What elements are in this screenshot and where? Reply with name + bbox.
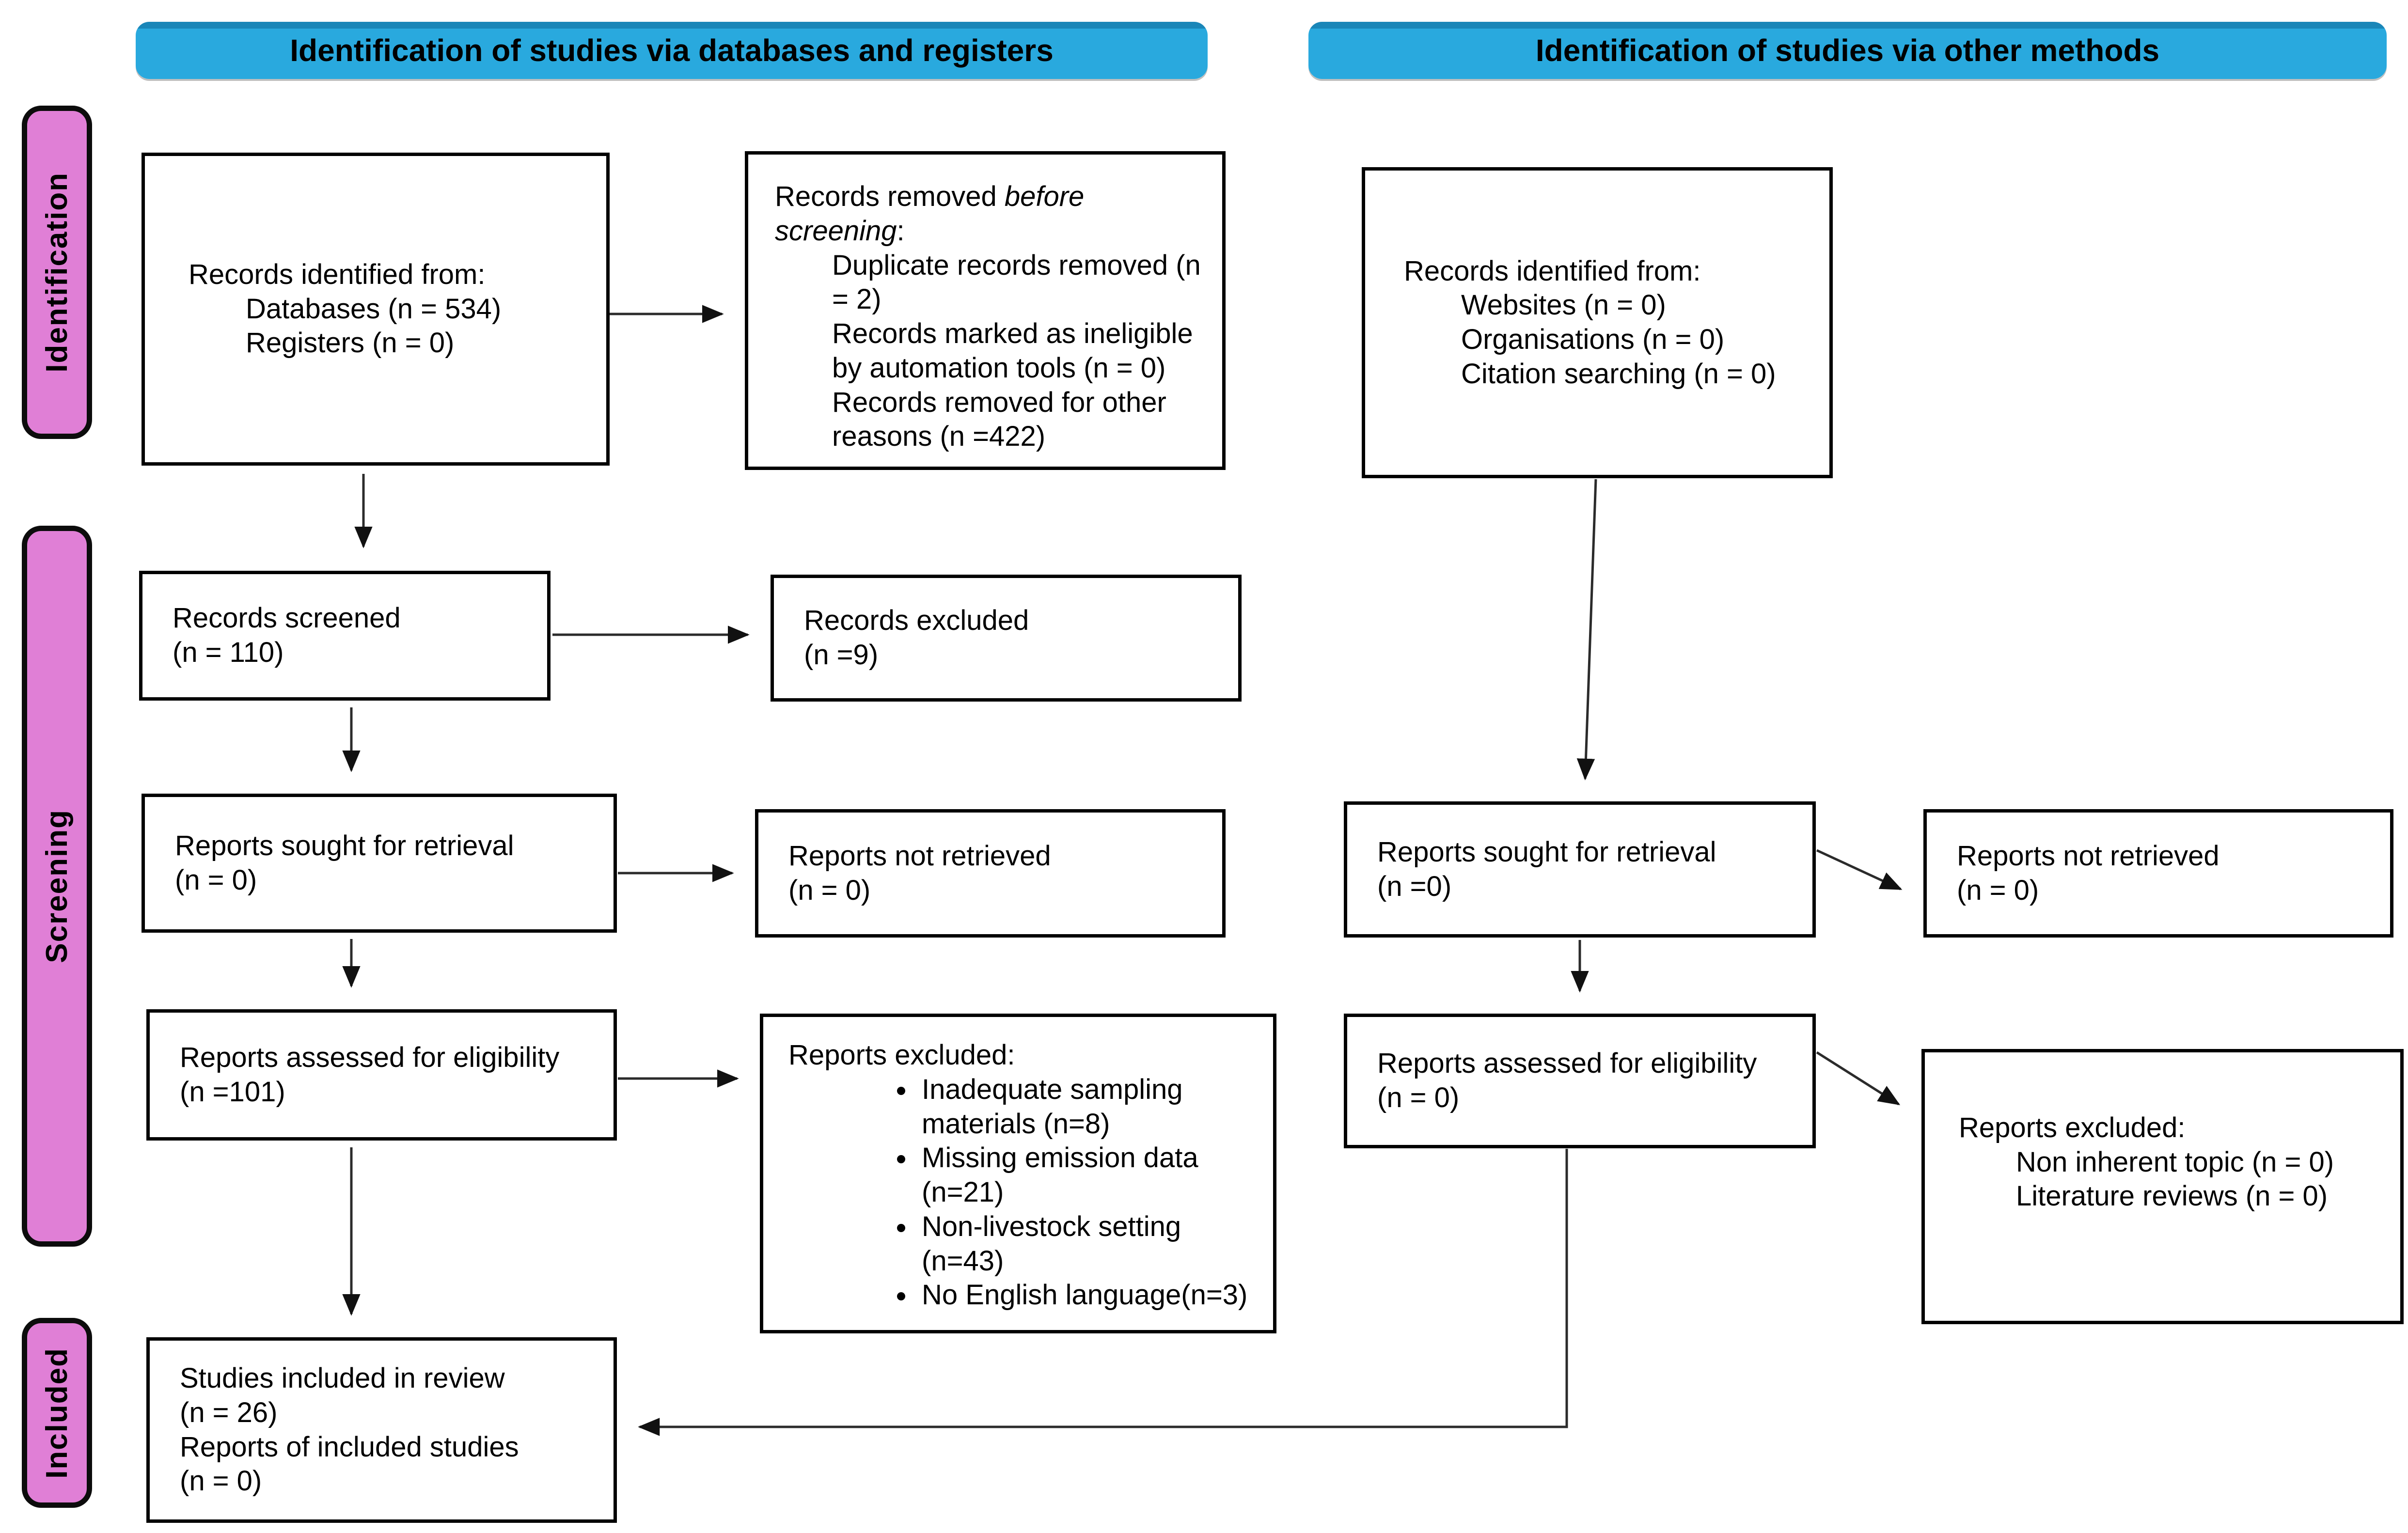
box-line: Reports assessed for eligibility bbox=[1377, 1048, 1757, 1079]
box-reports-assessed-databases bbox=[146, 1009, 617, 1141]
box-line: (n = 0) bbox=[1377, 1082, 1460, 1113]
box-item: Organisations (n = 0) bbox=[1461, 324, 1725, 355]
box-reports-sought-other bbox=[1344, 801, 1816, 938]
stage-label-identification-text: Identification bbox=[40, 172, 74, 373]
banner-right-text: Identification of studies via other methods bbox=[1535, 33, 2160, 68]
box-item: Records removed for other reasons (n =422) bbox=[832, 386, 1166, 453]
box-line: Reports not retrieved bbox=[1957, 840, 2219, 872]
box-title: Reports excluded: bbox=[1959, 1111, 2186, 1143]
arrow-sought-to-not-retrieved-other bbox=[1817, 850, 1901, 889]
box-item: Records marked as ineligible by automation tools (n = 0) bbox=[832, 318, 1193, 384]
exclusion-reasons-list bbox=[788, 1073, 1254, 1313]
stage-label-identification bbox=[22, 106, 92, 439]
box-records-removed bbox=[745, 151, 1226, 470]
box-line: Reports not retrieved bbox=[788, 840, 1051, 872]
list-item: • No English language(n=3) bbox=[917, 1278, 1254, 1313]
arrow-assessed-to-excluded-other bbox=[1817, 1052, 1899, 1104]
box-line: Records screened bbox=[173, 602, 401, 634]
box-records-identified-databases bbox=[142, 153, 610, 466]
box-item: Registers (n = 0) bbox=[246, 327, 455, 359]
box-line: (n = 0) bbox=[175, 864, 257, 896]
list-item: • Non-livestock setting (n=43) bbox=[917, 1210, 1254, 1279]
box-reports-not-retrieved-databases bbox=[755, 809, 1226, 938]
box-item: Databases (n = 534) bbox=[246, 293, 502, 325]
box-line: Records excluded bbox=[804, 605, 1029, 637]
banner-left-text: Identification of studies via databases and registers bbox=[290, 33, 1054, 68]
box-line: Studies included in review bbox=[180, 1362, 505, 1394]
box-line: (n = 26) bbox=[180, 1396, 278, 1428]
stage-label-screening-text: Screening bbox=[40, 809, 74, 963]
box-records-excluded bbox=[771, 575, 1242, 702]
box-item: Citation searching (n = 0) bbox=[1461, 358, 1776, 390]
box-reports-not-retrieved-other bbox=[1923, 809, 2393, 938]
box-title bbox=[775, 180, 1203, 249]
box-line: (n = 0) bbox=[180, 1465, 262, 1497]
box-line: (n =0) bbox=[1377, 870, 1452, 902]
records-removed-suffix: : bbox=[897, 215, 905, 247]
box-reports-assessed-other bbox=[1344, 1014, 1816, 1148]
box-reports-excluded-other bbox=[1921, 1049, 2404, 1324]
records-removed-prefix: Records removed bbox=[775, 181, 1005, 212]
box-line: Reports sought for retrieval bbox=[175, 829, 514, 861]
banner-other-methods bbox=[1308, 22, 2387, 79]
box-title: Records identified from: bbox=[1404, 255, 1701, 287]
box-line: Reports sought for retrieval bbox=[1377, 836, 1716, 868]
box-records-identified-other bbox=[1362, 167, 1833, 478]
arrow-identified-other-to-sought bbox=[1585, 479, 1596, 779]
box-studies-included bbox=[146, 1337, 617, 1523]
records-removed-italic: before screening bbox=[775, 181, 1085, 247]
box-line: (n = 110) bbox=[173, 637, 284, 668]
box-item: Non inherent topic (n = 0) bbox=[2016, 1146, 2334, 1178]
box-item: Duplicate records removed (n = 2) bbox=[832, 249, 1201, 315]
box-item: Literature reviews (n = 0) bbox=[2016, 1180, 2328, 1212]
box-reports-excluded-databases bbox=[760, 1014, 1276, 1333]
box-reports-sought-databases bbox=[142, 794, 617, 933]
box-line: (n =9) bbox=[804, 639, 879, 671]
box-line: (n = 0) bbox=[788, 874, 871, 906]
box-records-screened bbox=[139, 571, 551, 701]
box-line: Reports assessed for eligibility bbox=[180, 1041, 560, 1073]
stage-label-included bbox=[22, 1318, 92, 1508]
stage-label-screening bbox=[22, 526, 92, 1247]
box-item: Websites (n = 0) bbox=[1461, 289, 1666, 321]
list-item: • Missing emission data (n=21) bbox=[917, 1141, 1254, 1210]
stage-label-included-text: Included bbox=[40, 1347, 74, 1479]
list-item: • Inadequate sampling materials (n=8) bbox=[917, 1073, 1254, 1142]
box-line: (n =101) bbox=[180, 1076, 285, 1108]
box-line: (n = 0) bbox=[1957, 874, 2039, 906]
banner-databases-registers bbox=[136, 22, 1208, 79]
box-title: Reports excluded: bbox=[788, 1039, 1015, 1071]
box-line: Reports of included studies bbox=[180, 1431, 519, 1463]
box-title: Records identified from: bbox=[189, 258, 486, 290]
